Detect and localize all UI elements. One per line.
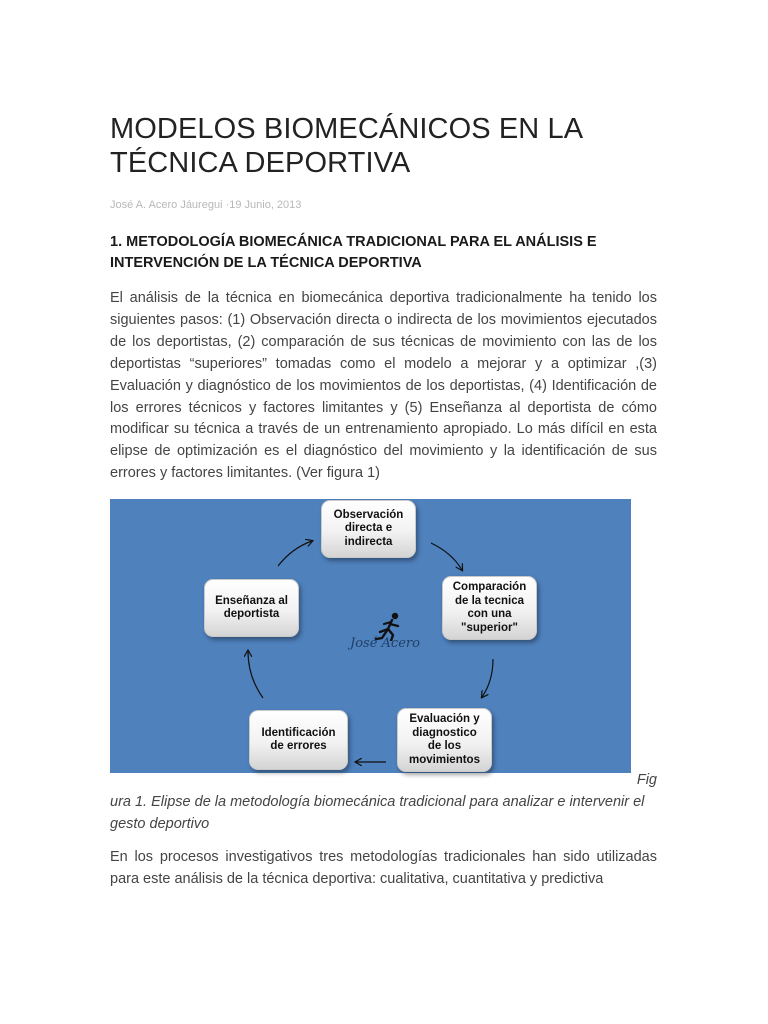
step-ensenanza: Enseñanza al deportista <box>204 579 299 637</box>
figure-caption-text: ura 1. Elipse de la metodología biomecánica tradicional para analizar e intervenir el gesto deportivo <box>110 793 645 832</box>
figure-diagram <box>110 499 631 773</box>
paragraph-methodologies: En los procesos investigativos tres metodologías tradicionales han sido utilizadas para este análisis de la técnica deportiva: cualitativa, cuantitativa y predictiva <box>110 849 657 887</box>
paragraph-intro: El análisis de la técnica en biomecánica deportiva tradicionalmente ha tenido los siguientes pasos: (1) Observación directa o indirecta de los movimientos ejecutados de los deportistas, (2) comparación de sus técnicas de movimiento con las de los deportistas “superiores” tomadas como el modelo a mejorar y a optimizar ,(3) Evaluación y diagnóstico de los movimientos de los deportistas, (4) Identificación de los errores técnicos y factores limitantes y (5) Enseñanza al deportista de cómo modificar su técnica a través de un entrenamiento apropiado. Lo más difícil en esta elipse de optimización es el diagnóstico del movimiento y la identificación de sus errores y factores limitantes. (Ver figura 1) <box>110 290 657 482</box>
arrow-identificacion-to-ensenanza <box>248 651 263 698</box>
step-identificacion: Identificación de errores <box>249 710 348 770</box>
step-observacion: Observación directa e indirecta <box>321 500 416 558</box>
arrow-comparacion-to-evaluacion <box>482 659 493 697</box>
step-comparacion: Comparación de la tecnica con una "superior" <box>442 576 537 640</box>
arrow-observacion-to-comparacion <box>431 543 462 570</box>
figure-caption-lead: Fig <box>636 772 657 788</box>
step-evaluacion: Evaluación y diagnostico de los movimientos <box>397 708 492 772</box>
figure-caption <box>110 770 657 836</box>
logo-text: José Acero <box>350 636 420 651</box>
arrow-ensenanza-to-observacion <box>278 541 312 566</box>
section-heading: 1. METODOLOGÍA BIOMECÁNICA TRADICIONAL PARA EL ANÁLISIS E INTERVENCIÓN DE LA TÉCNICA DEPORTIVA <box>110 234 597 271</box>
page-title: MODELOS BIOMECÁNICOS EN LA TÉCNICA DEPORTIVA <box>110 113 582 179</box>
logo-jose-acero <box>338 611 426 657</box>
byline: José A. Acero Jáuregui ·19 Junio, 2013 <box>110 199 302 211</box>
